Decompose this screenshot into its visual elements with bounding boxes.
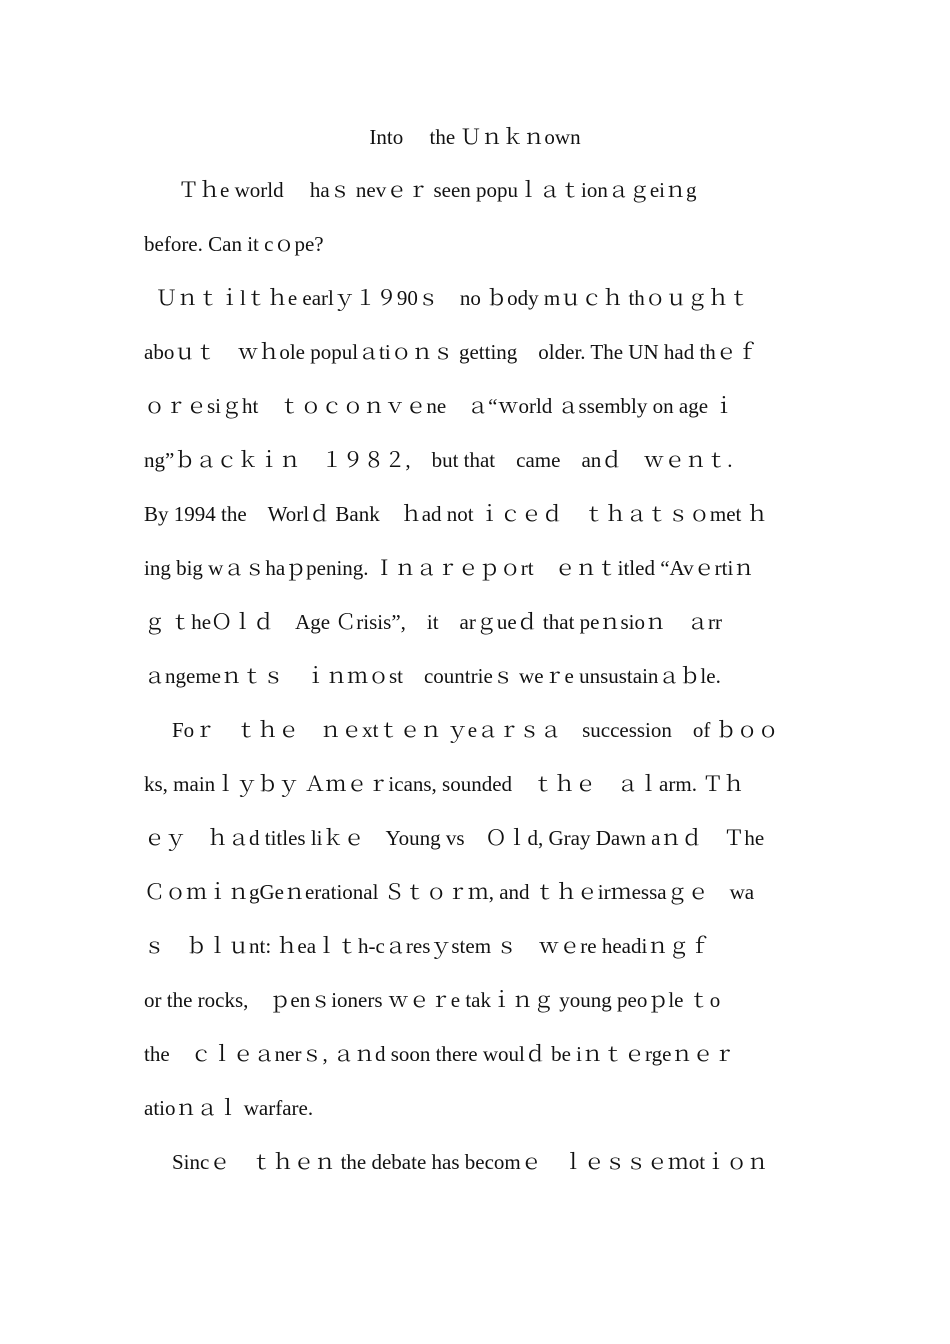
text-line: ks, mainｌｙｂｙ Ａｍｅｒicans, sounded ｔｈｅ ａｌarm. Ｔｈ <box>144 772 745 796</box>
text-line: Sincｅ ｔｈｅｎ the debate has becomｅ ｌｅｓｓｅｍotｉｏｎ <box>172 1150 769 1174</box>
text-line: or the rocks, ｐenｓioners ｗｅｒe takｉｎｇ young peoｐle ｔo <box>144 988 721 1012</box>
text-line: Ｔｈe world haｓ nevｅｒ seen popuｌａｔionａｇeiｎg <box>178 178 697 202</box>
text-line: ｅｙ ｈａd titles liｋｅ Young vs Ｏｌd, Gray Dawn aｎｄ Ｔhe <box>144 826 765 850</box>
text-line: ｏｒｅsiｇht ｔｏｃｏｎｖｅne ａ“ｗorld ａssembly on age ｉ <box>144 394 735 418</box>
document-title: Into the Ｕｎｋｎown <box>369 125 581 149</box>
text-line: ｓ ｂｌｕnt: ｈeaｌｔh-cａresｙstem ｓ ｗｅre headiｎｇｆ <box>144 934 711 958</box>
text-line: atioｎａｌ warfare. <box>144 1096 314 1120</box>
text-line: aboｕｔ ｗｈole populａtiｏｎｓ getting older. The UN had thｅｆ <box>144 340 758 364</box>
text-line: Ｕｎｔｉlｔｈe earlｙ１９90ｓ no ｂody mｕｃｈ thｏｕｇｈｔ <box>156 286 750 310</box>
text-line: ng”ｂａｃｋｉｎ １９８２, but that came anｄ ｗｅｎｔ. <box>144 448 733 472</box>
text-line: ＣｏｍｉｎgGeｎerational Ｓｔｏｒｍ, and ｔｈｅirｍessaｇｅ wa <box>144 880 755 904</box>
text-line: Foｒ ｔｈｅ ｎｅxtｔｅｎ ｙeａｒｓａ succession of ｂｏｏ <box>172 718 779 742</box>
text-line: ｇ ｔheＯｌｄ Age Ｃrisis”, it arｇueｄ that peｎsioｎ ａrr <box>144 610 722 634</box>
text-line: ing big wａｓhaｐpening. Ｉｎａｒｅｐｏrt ｅｎｔitled “Avｅrtiｎ <box>144 556 755 580</box>
text-line: before. Can it cｏpe? <box>144 232 324 256</box>
text-line: the ｃｌｅａnerｓ, ａｎd soon there woulｄ be iｎｔｅrgeｎｅｒ <box>144 1042 735 1066</box>
text-line: ａngemeｎｔｓ ｉｎｍｏst countrieｓ weｒe unsustainａｂle. <box>144 664 721 688</box>
text-line: By 1994 the Worlｄ Bank ｈad not ｉｃｅｄ ｔｈａｔｓｏmet ｈ <box>144 502 768 526</box>
